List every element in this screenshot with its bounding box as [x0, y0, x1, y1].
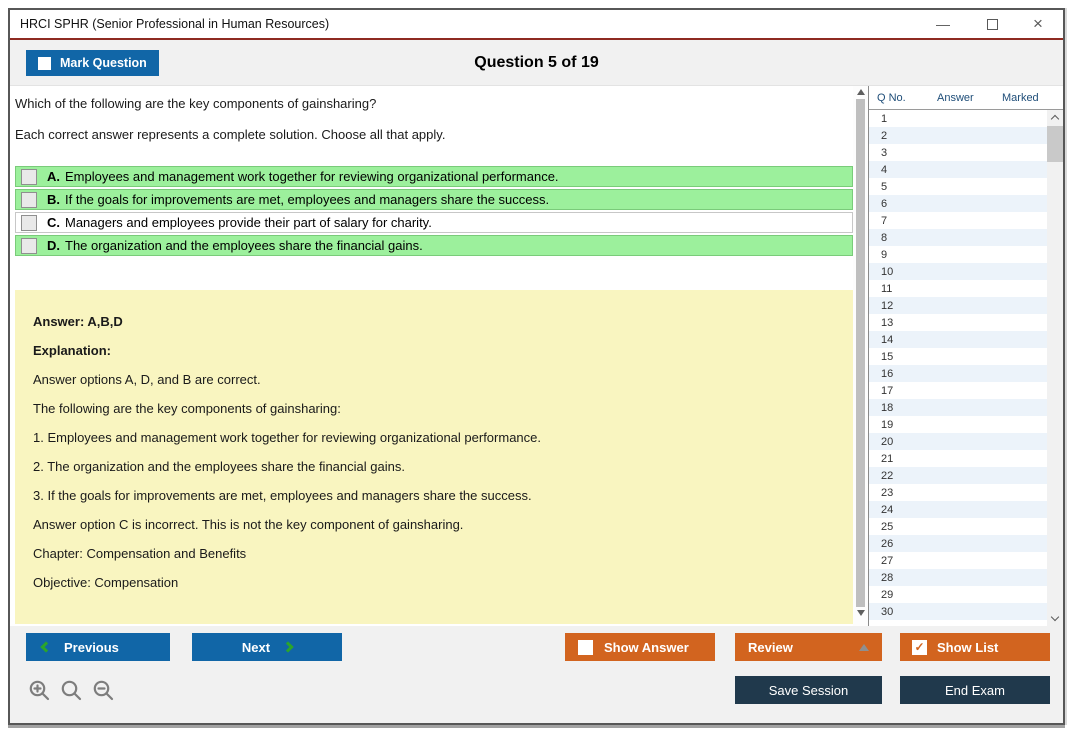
- question-instruction: Each correct answer represents a complete solution. Choose all that apply.: [15, 127, 446, 142]
- list-scrollbar[interactable]: [1047, 110, 1063, 626]
- question-list-row[interactable]: [869, 433, 1047, 450]
- q-no-cell: 6: [881, 197, 888, 210]
- scroll-up-arrow-icon[interactable]: [857, 89, 865, 95]
- option-checkbox[interactable]: [21, 169, 37, 185]
- app-window: [8, 8, 1065, 725]
- column-header-marked: Marked: [1002, 91, 1039, 104]
- scrollbar-thumb[interactable]: [1047, 126, 1063, 162]
- zoom-reset-icon[interactable]: [60, 679, 83, 702]
- answer-option-b[interactable]: [15, 189, 853, 210]
- question-list-row[interactable]: [869, 586, 1047, 603]
- end-exam-button[interactable]: [900, 676, 1050, 704]
- question-list-row[interactable]: [869, 178, 1047, 195]
- maximize-icon[interactable]: [977, 13, 1007, 35]
- title-bar: [10, 10, 1063, 38]
- show-list-checkbox[interactable]: ✓: [912, 640, 927, 655]
- question-panel: [10, 86, 853, 626]
- q-no-cell: 9: [881, 248, 888, 261]
- question-list-header: [869, 86, 1063, 110]
- explanation-line: 1. Employees and management work together for reviewing organizational performance.: [33, 430, 541, 445]
- q-no-cell: 12: [881, 299, 894, 312]
- question-list-row[interactable]: [869, 450, 1047, 467]
- q-no-cell: 16: [881, 367, 894, 380]
- question-list-row[interactable]: [869, 229, 1047, 246]
- q-no-cell: 5: [881, 180, 888, 193]
- question-list-row[interactable]: [869, 212, 1047, 229]
- q-no-cell: 25: [881, 520, 894, 533]
- question-list-row[interactable]: [869, 552, 1047, 569]
- q-no-cell: 14: [881, 333, 894, 346]
- explanation-line: The following are the key components of gainsharing:: [33, 401, 341, 416]
- option-letter: D.: [47, 238, 60, 253]
- q-no-cell: 27: [881, 554, 894, 567]
- zoom-controls: [28, 679, 115, 702]
- question-list-row[interactable]: [869, 365, 1047, 382]
- question-counter: Question 5 of 19: [474, 54, 599, 71]
- save-session-button[interactable]: [735, 676, 882, 704]
- q-no-cell: 18: [881, 401, 894, 414]
- question-rows: [869, 110, 1047, 626]
- review-dropdown-button[interactable]: [735, 633, 882, 661]
- zoom-in-icon[interactable]: [28, 679, 51, 702]
- explanation-line: Answer options A, D, and B are correct.: [33, 372, 261, 387]
- q-no-cell: 13: [881, 316, 894, 329]
- question-list-row[interactable]: [869, 569, 1047, 586]
- answer-option-a[interactable]: [15, 166, 853, 187]
- scroll-up-arrow-icon[interactable]: [1051, 115, 1059, 123]
- save-session-label: Save Session: [768, 682, 849, 698]
- q-no-cell: 10: [881, 265, 894, 278]
- explanation-line: Explanation:: [33, 343, 112, 358]
- question-list-table: [868, 86, 1063, 626]
- explanation-line: Chapter: Compensation and Benefits: [33, 546, 247, 561]
- explanation-line: Answer option C is incorrect. This is not the key component of gainsharing.: [33, 517, 464, 532]
- footer-bar: [10, 626, 1063, 723]
- question-list-row[interactable]: [869, 331, 1047, 348]
- zoom-out-icon[interactable]: [92, 679, 115, 702]
- question-list-row[interactable]: [869, 195, 1047, 212]
- question-text: Which of the following are the key components of gainsharing?: [15, 96, 377, 111]
- question-list-row[interactable]: [869, 297, 1047, 314]
- option-text: Employees and management work together for reviewing organizational performance.: [65, 169, 559, 184]
- question-list-row[interactable]: [869, 246, 1047, 263]
- question-list-row[interactable]: [869, 535, 1047, 552]
- scrollbar-track[interactable]: [1047, 126, 1063, 614]
- q-no-cell: 15: [881, 350, 894, 363]
- question-list-row[interactable]: [869, 467, 1047, 484]
- question-list-row[interactable]: [869, 518, 1047, 535]
- question-list-row[interactable]: [869, 110, 1047, 127]
- dropdown-up-arrow-icon: [859, 644, 869, 651]
- minimize-icon[interactable]: —: [936, 16, 950, 32]
- question-list-row[interactable]: [869, 161, 1047, 178]
- q-no-cell: 8: [881, 231, 888, 244]
- review-label: Review: [748, 639, 793, 655]
- content-scrollbar[interactable]: [853, 86, 868, 626]
- q-no-cell: 26: [881, 537, 894, 550]
- question-list-row[interactable]: [869, 399, 1047, 416]
- option-letter: A.: [47, 169, 60, 184]
- close-icon[interactable]: ×: [1033, 14, 1043, 33]
- question-list-row[interactable]: [869, 127, 1047, 144]
- q-no-cell: 29: [881, 588, 894, 601]
- question-list-row[interactable]: [869, 348, 1047, 365]
- question-list-row[interactable]: [869, 280, 1047, 297]
- option-text: If the goals for improvements are met, employees and managers share the success.: [65, 192, 550, 207]
- question-header-bar: [10, 40, 1063, 86]
- show-answer-button[interactable]: [565, 633, 715, 661]
- option-text: Managers and employees provide their part of salary for charity.: [65, 215, 432, 230]
- column-header-answer: Answer: [937, 91, 974, 104]
- q-no-cell: 30: [881, 605, 894, 618]
- option-checkbox[interactable]: [21, 215, 37, 231]
- q-no-cell: 4: [881, 163, 888, 176]
- q-no-cell: 3: [881, 146, 888, 159]
- show-answer-checkbox[interactable]: [578, 640, 593, 655]
- question-list-row[interactable]: [869, 484, 1047, 501]
- option-checkbox[interactable]: [21, 192, 37, 208]
- next-button[interactable]: [192, 633, 342, 661]
- scroll-down-arrow-icon[interactable]: [1051, 613, 1059, 621]
- question-list-row[interactable]: [869, 416, 1047, 433]
- q-no-cell: 11: [881, 282, 893, 295]
- option-letter: B.: [47, 192, 60, 207]
- q-no-cell: 23: [881, 486, 894, 499]
- question-list-row[interactable]: [869, 314, 1047, 331]
- question-list-body: [869, 110, 1063, 626]
- q-no-cell: 7: [881, 214, 888, 227]
- explanation-box: [15, 290, 853, 624]
- q-no-cell: 20: [881, 435, 894, 448]
- q-no-cell: 1: [881, 112, 888, 125]
- option-text: The organization and the employees share the financial gains.: [65, 238, 423, 253]
- q-no-cell: 22: [881, 469, 894, 482]
- show-answer-label: Show Answer: [604, 639, 689, 655]
- main-area: [10, 86, 1063, 626]
- answer-option-c[interactable]: [15, 212, 853, 233]
- question-list-row[interactable]: [869, 501, 1047, 518]
- explanation-line: Objective: Compensation: [33, 575, 179, 590]
- prev-chevron-icon: [40, 641, 51, 652]
- previous-label: Previous: [64, 639, 119, 655]
- q-no-cell: 24: [881, 503, 894, 516]
- explanation-line: Answer: A,B,D: [33, 314, 123, 329]
- next-chevron-icon: [282, 641, 293, 652]
- mark-question-label: Mark Question: [60, 56, 147, 70]
- question-list-row[interactable]: [869, 263, 1047, 280]
- q-no-cell: 28: [881, 571, 894, 584]
- q-no-cell: 19: [881, 418, 894, 431]
- answer-options: [15, 166, 853, 256]
- scroll-down-arrow-icon[interactable]: [857, 610, 865, 616]
- question-list-panel: [853, 86, 1063, 626]
- column-header-qno: Q No.: [877, 91, 906, 104]
- explanation-line: 3. If the goals for improvements are met, employees and managers share the success.: [33, 488, 532, 503]
- question-list-row[interactable]: [869, 382, 1047, 399]
- next-label: Next: [241, 639, 271, 655]
- explanation-line: 2. The organization and the employees share the financial gains.: [33, 459, 405, 474]
- answer-option-d[interactable]: [15, 235, 853, 256]
- question-list-row[interactable]: [869, 144, 1047, 161]
- option-checkbox[interactable]: [21, 238, 37, 254]
- q-no-cell: 2: [881, 129, 888, 142]
- show-list-label: Show List: [937, 639, 999, 655]
- q-no-cell: 21: [881, 452, 894, 465]
- option-letter: C.: [47, 215, 60, 230]
- previous-button[interactable]: [26, 633, 170, 661]
- q-no-cell: 17: [881, 384, 894, 397]
- window-title: HRCI SPHR (Senior Professional in Human Resources): [20, 17, 330, 31]
- scrollbar-thumb[interactable]: [856, 99, 865, 607]
- question-list-row[interactable]: [869, 603, 1047, 620]
- end-exam-label: End Exam: [945, 682, 1005, 698]
- show-list-button[interactable]: [900, 633, 1050, 661]
